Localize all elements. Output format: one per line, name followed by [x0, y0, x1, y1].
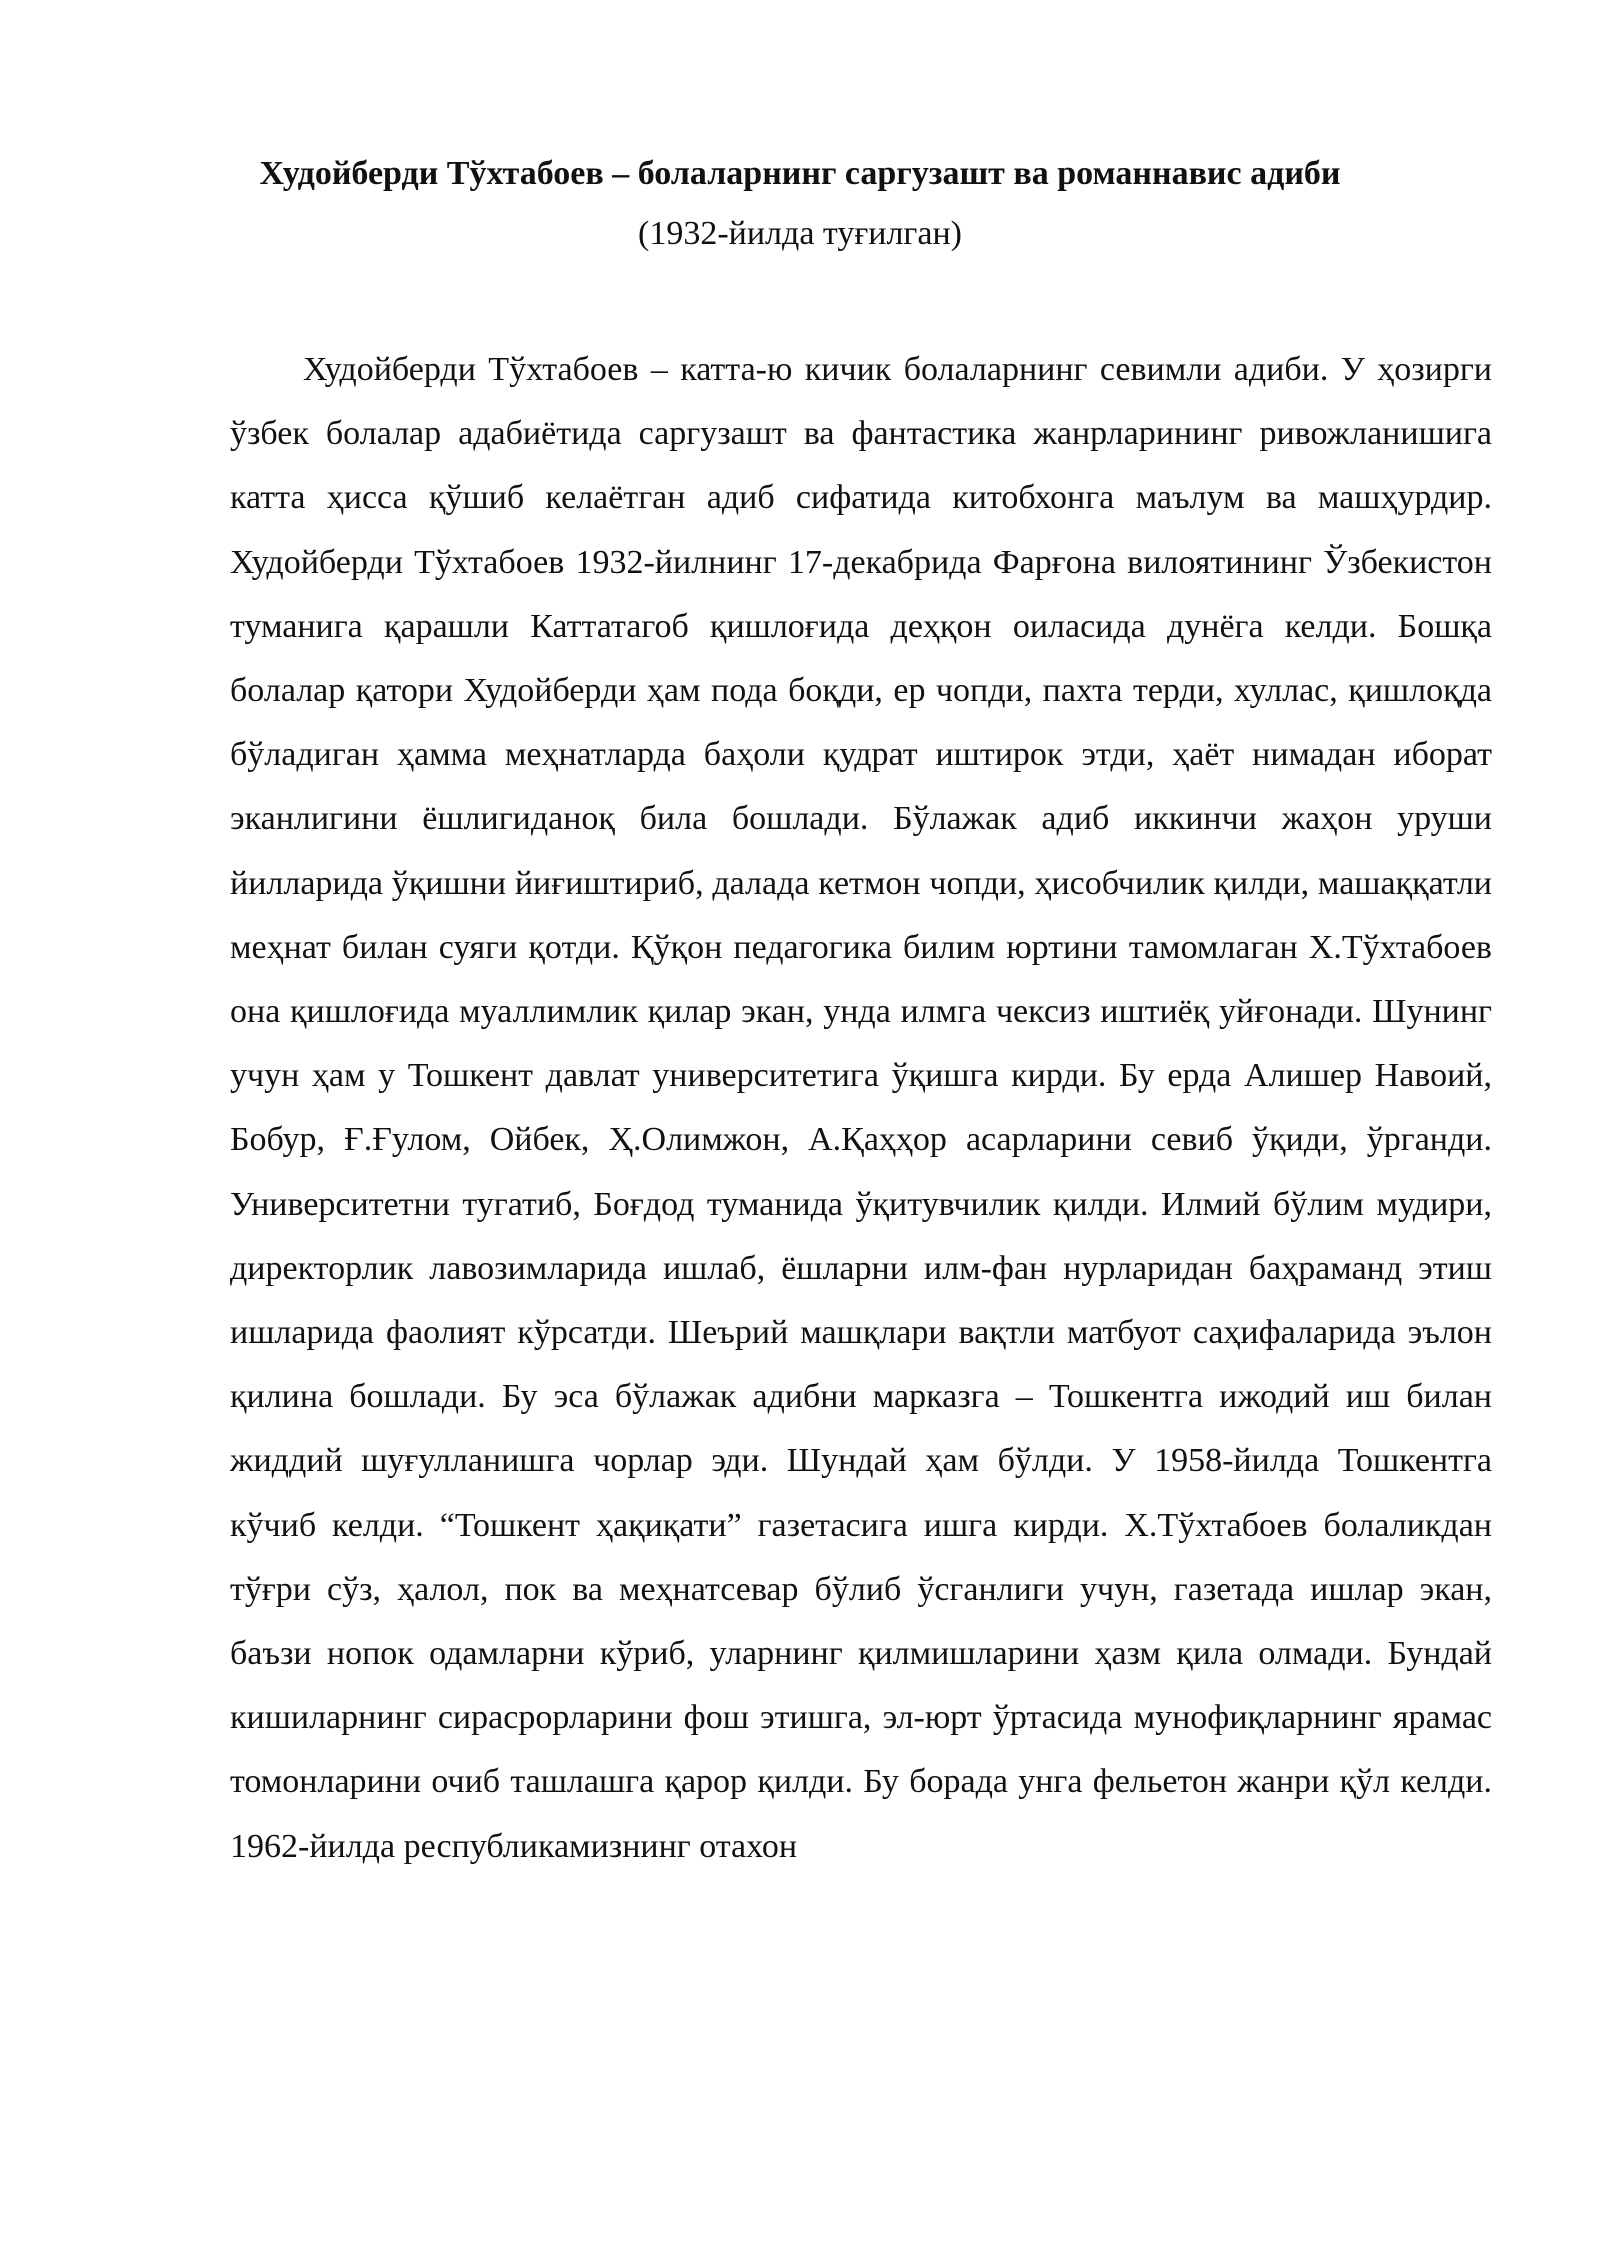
body-paragraph: Худойберди Тўхтабоев – катта-ю кичик болаларнинг севимли адиби. У ҳозирги ўзбек болалар адабиётида саргузашт ва фантастика жанрларининг ривожланишига катта ҳисса қўшиб келаётган адиб сифатида китобхонга маълум ва машҳурдир. Худойберди Тўхтабоев 1932-йилнинг 17-декабрида Фарғона вилоятининг Ўзбекистон туманига қарашли Каттатагоб қишлоғида деҳқон оиласида дунёга келди. Бошқа болалар қатори Худойберди ҳам пода боқди, ер чопди, пахта терди, хуллас, қишлоқда бўладиган ҳамма меҳнатларда баҳоли қудрат иштирок этди, ҳаёт нимадан иборат эканлигини ёшлигиданоқ била бошлади. Бўлажак адиб иккинчи жаҳон уруши йилларида ўқишни йиғиштириб, далада кетмон чопди, ҳисобчилик қилди, машаққатли меҳнат билан суяги қотди. Қўқон педагогика билим юртини тамомлаган Х.Тўхтабоев она қишлоғида муаллимлик қилар экан, унда илмга чексиз иштиёқ уйғонади. Шунинг учун ҳам у Тошкент давлат университетига ўқишга кирди. Бу ерда Алишер Навоий, Бобур, Ғ.Ғулом, Ойбек, Ҳ.Олимжон, А.Қаҳҳор асарларини севиб ўқиди, ўрганди. Университетни тугатиб, Боғдод туманида ўқитувчилик қилди. Илмий бўлим мудири, директорлик лавозимларида ишлаб, ёшларни илм-фан нурларидан баҳраманд этиш ишларида фаолият кўрсатди. Шеърий машқлари вақтли матбуот саҳифаларида эълон қилина бошлади. Бу эса бўлажак адибни марказга – Тошкентга ижодий иш билан жиддий шуғулланишга чорлар эди. Шундай ҳам бўлди. У 1958-йилда Тошкентга кўчиб келди. “Тошкент ҳақиқати” газетасига ишга кирди. Х.Тўхтабоев болаликдан тўғри сўз, ҳалол, пок ва меҳнатсевар бўлиб ўсганлиги учун, газетада ишлар экан, баъзи нопок одамларни кўриб, уларнинг қилмишларини ҳазм қила олмади. Бундай кишиларнинг сирасрорларини фош этишга, эл-юрт ўртасида мунофиқларнинг ярамас томонларини очиб ташлашга қарор қилди. Бу борада унга фельетон жанри қўл келди. 1962-йилда республикамизнинг отахон	[230, 351, 1492, 1865]
document-subtitle: (1932-йилда туғилган)	[638, 215, 962, 252]
document-title: Худойберди Тўхтабоев – болаларнинг саргузашт ва романнавис адиби	[259, 155, 1341, 192]
